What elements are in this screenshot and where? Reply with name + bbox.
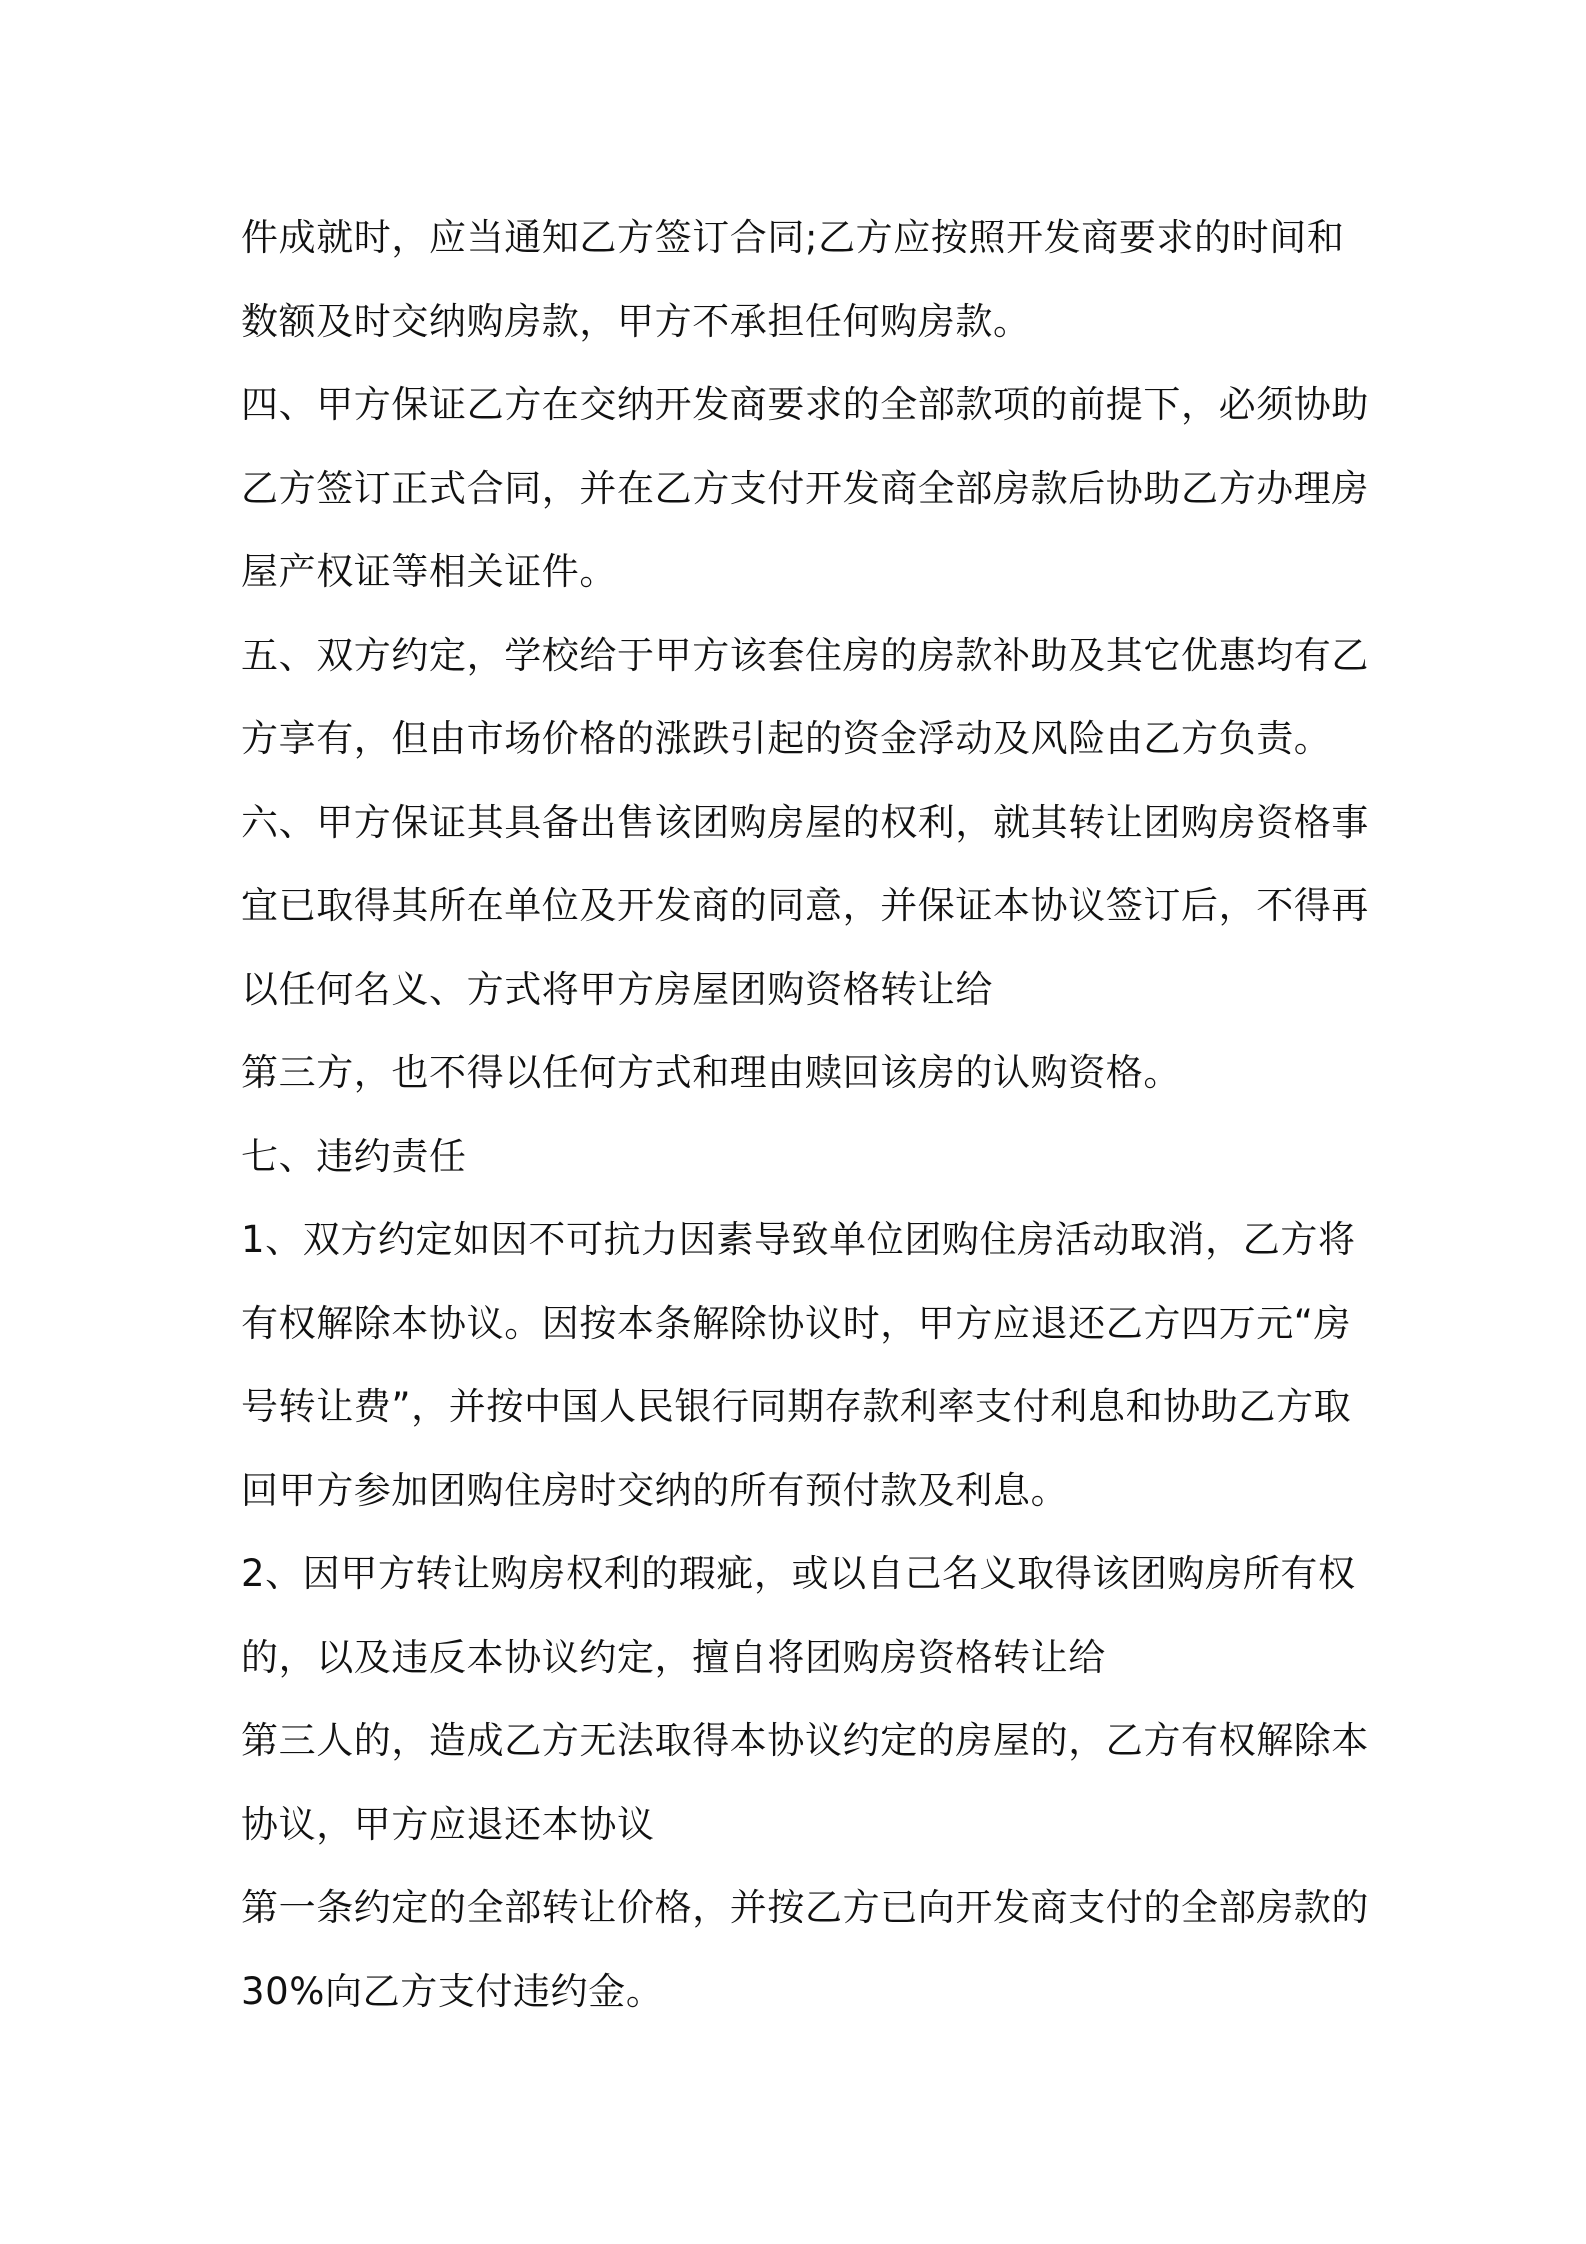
text-line: 乙方签订正式合同，并在乙方支付开发商全部房款后协助乙方办理房 xyxy=(241,466,1369,510)
text-line: 2、因甲方转让购房权利的瑕疵，或以自己名义取得该团购房所有权 xyxy=(241,1552,1356,1595)
text-line: 宜已取得其所在单位及开发商的同意，并保证本协议签订后，不得再 xyxy=(241,884,1369,927)
text-line: 30%向乙方支付违约金。 xyxy=(241,1969,664,2013)
text-line: 第一条约定的全部转让价格，并按乙方已向开发商支付的全部房款的 xyxy=(241,1886,1369,1929)
text-line: 第三人的，造成乙方无法取得本协议约定的房屋的，乙方有权解除本 xyxy=(241,1719,1369,1762)
document-body xyxy=(241,196,1369,2033)
text-line: 第三方，也不得以任何方式和理由赎回该房的认购资格。 xyxy=(241,1051,1181,1094)
text-line: 屋产权证等相关证件。 xyxy=(241,550,617,593)
text-line: 件成就时，应当通知乙方签订合同;乙方应按照开发商要求的时间和 xyxy=(241,216,1345,259)
text-line: 方享有，但由市场价格的涨跌引起的资金浮动及风险由乙方负责。 xyxy=(241,717,1332,760)
text-line: 数额及时交纳购房款，甲方不承担任何购房款。 xyxy=(241,299,1031,343)
text-line: 以任何名义、方式将甲方房屋团购资格转让给 xyxy=(241,967,993,1011)
text-line: 有权解除本协议。因按本条解除协议时，甲方应退还乙方四万元“房 xyxy=(241,1301,1352,1345)
text-line: 的，以及违反本协议约定，擅自将团购房资格转让给 xyxy=(241,1635,1106,1679)
text-line: 四、甲方保证乙方在交纳开发商要求的全部款项的前提下，必须协助 xyxy=(241,383,1369,426)
text-line: 回甲方参加团购住房时交纳的所有预付款及利息。 xyxy=(241,1468,1069,1512)
text-line: 六、甲方保证其具备出售该团购房屋的权利，就其转让团购房资格事 xyxy=(241,800,1369,844)
text-line: 五、双方约定，学校给于甲方该套住房的房款补助及其它优惠均有乙 xyxy=(241,633,1369,677)
section-heading: 七、违约责任 xyxy=(241,1134,467,1178)
text-line: 号转让费”，并按中国人民银行同期存款利率支付利息和协助乙方取 xyxy=(241,1385,1352,1428)
text-line: 协议，甲方应退还本协议 xyxy=(241,1802,655,1846)
text-line: 1、双方约定如因不可抗力因素导致单位团购住房活动取消，乙方将 xyxy=(241,1218,1356,1261)
